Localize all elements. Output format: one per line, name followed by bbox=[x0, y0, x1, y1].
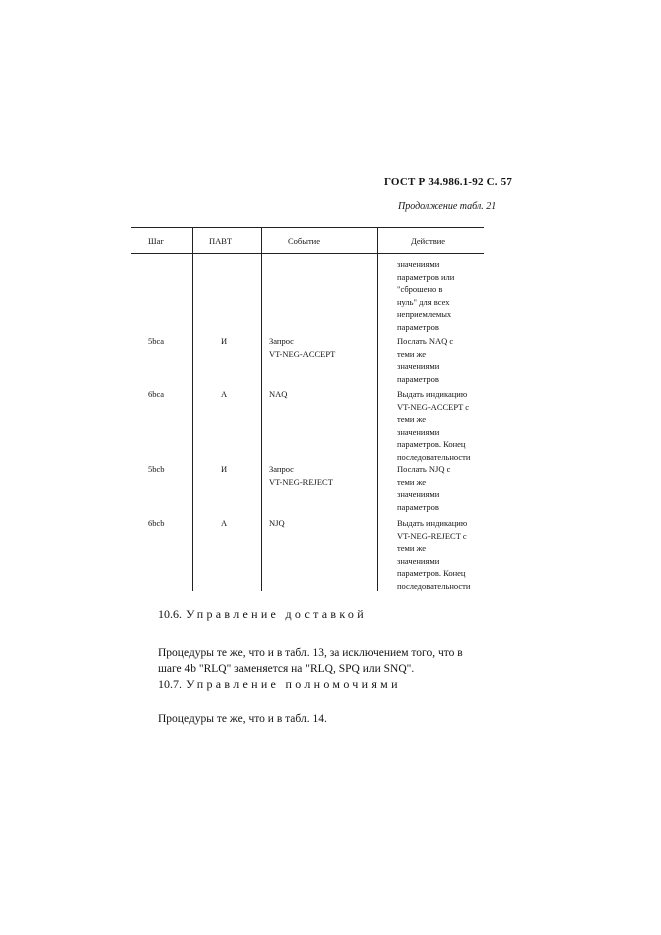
table-header-rule bbox=[131, 253, 484, 254]
section-number: 10.6. bbox=[158, 607, 182, 621]
table-top-rule bbox=[131, 227, 484, 228]
step-cell: 5bcb bbox=[148, 464, 165, 474]
section-heading bbox=[158, 677, 401, 692]
event-cell: Запрос VT-NEG-ACCEPT bbox=[269, 336, 336, 359]
step-cell: 5bca bbox=[148, 336, 165, 346]
event-cell: NJQ bbox=[269, 518, 285, 528]
section-title: Управление доставкой bbox=[186, 607, 367, 621]
table-continuation-label: Продолжение табл. 21 bbox=[398, 201, 497, 212]
step-cell: 6bca bbox=[148, 389, 165, 399]
action-cell: Послать NAQ с теми же значениями параметров bbox=[397, 336, 454, 384]
action-cell: Послать NJQ с теми же значениями параметров bbox=[397, 464, 451, 512]
step-cell: 6bcb bbox=[148, 518, 165, 528]
action-cell: Выдать индикацию VT-NEG-ACCEPT с теми же значениями параметров. Конец последовательности bbox=[397, 389, 471, 462]
action-cell: Выдать индикацию VT-NEG-REJECT с теми же значениями параметров. Конец последовательности bbox=[397, 518, 471, 591]
section-title: Управление полномочиями bbox=[186, 677, 401, 691]
pavt-cell: И bbox=[221, 464, 228, 474]
pavt-cell: А bbox=[221, 389, 228, 399]
column-header-pavt: ПАВТ bbox=[209, 236, 233, 246]
pavt-cell: И bbox=[221, 336, 228, 346]
column-header-event: Событие bbox=[288, 236, 320, 246]
section-heading bbox=[158, 607, 367, 622]
column-header-action: Действие bbox=[411, 236, 446, 246]
column-divider bbox=[192, 227, 193, 591]
column-divider bbox=[377, 227, 378, 591]
section-paragraph: Процедуры те же, что и в табл. 14. bbox=[158, 713, 327, 725]
pavt-cell: А bbox=[221, 518, 228, 528]
section-paragraph: Процедуры те же, что и в табл. 13, за исключением того, что в шаге 4b "RLQ" заменяется на "RLQ, SPQ или SNQ". bbox=[158, 647, 463, 675]
event-cell: Запрос VT-NEG-REJECT bbox=[269, 464, 333, 487]
standard-code: ГОСТ Р 34.986.1-92 С. 57 bbox=[384, 176, 513, 188]
event-cell: NAQ bbox=[269, 389, 288, 399]
section-number: 10.7. bbox=[158, 677, 182, 691]
column-divider bbox=[261, 227, 262, 591]
column-header-step: Шаг bbox=[148, 236, 164, 246]
action-continuation-cell: значениями параметров или "сброшено в нуль" для всех неприемлемых параметров bbox=[397, 259, 455, 332]
